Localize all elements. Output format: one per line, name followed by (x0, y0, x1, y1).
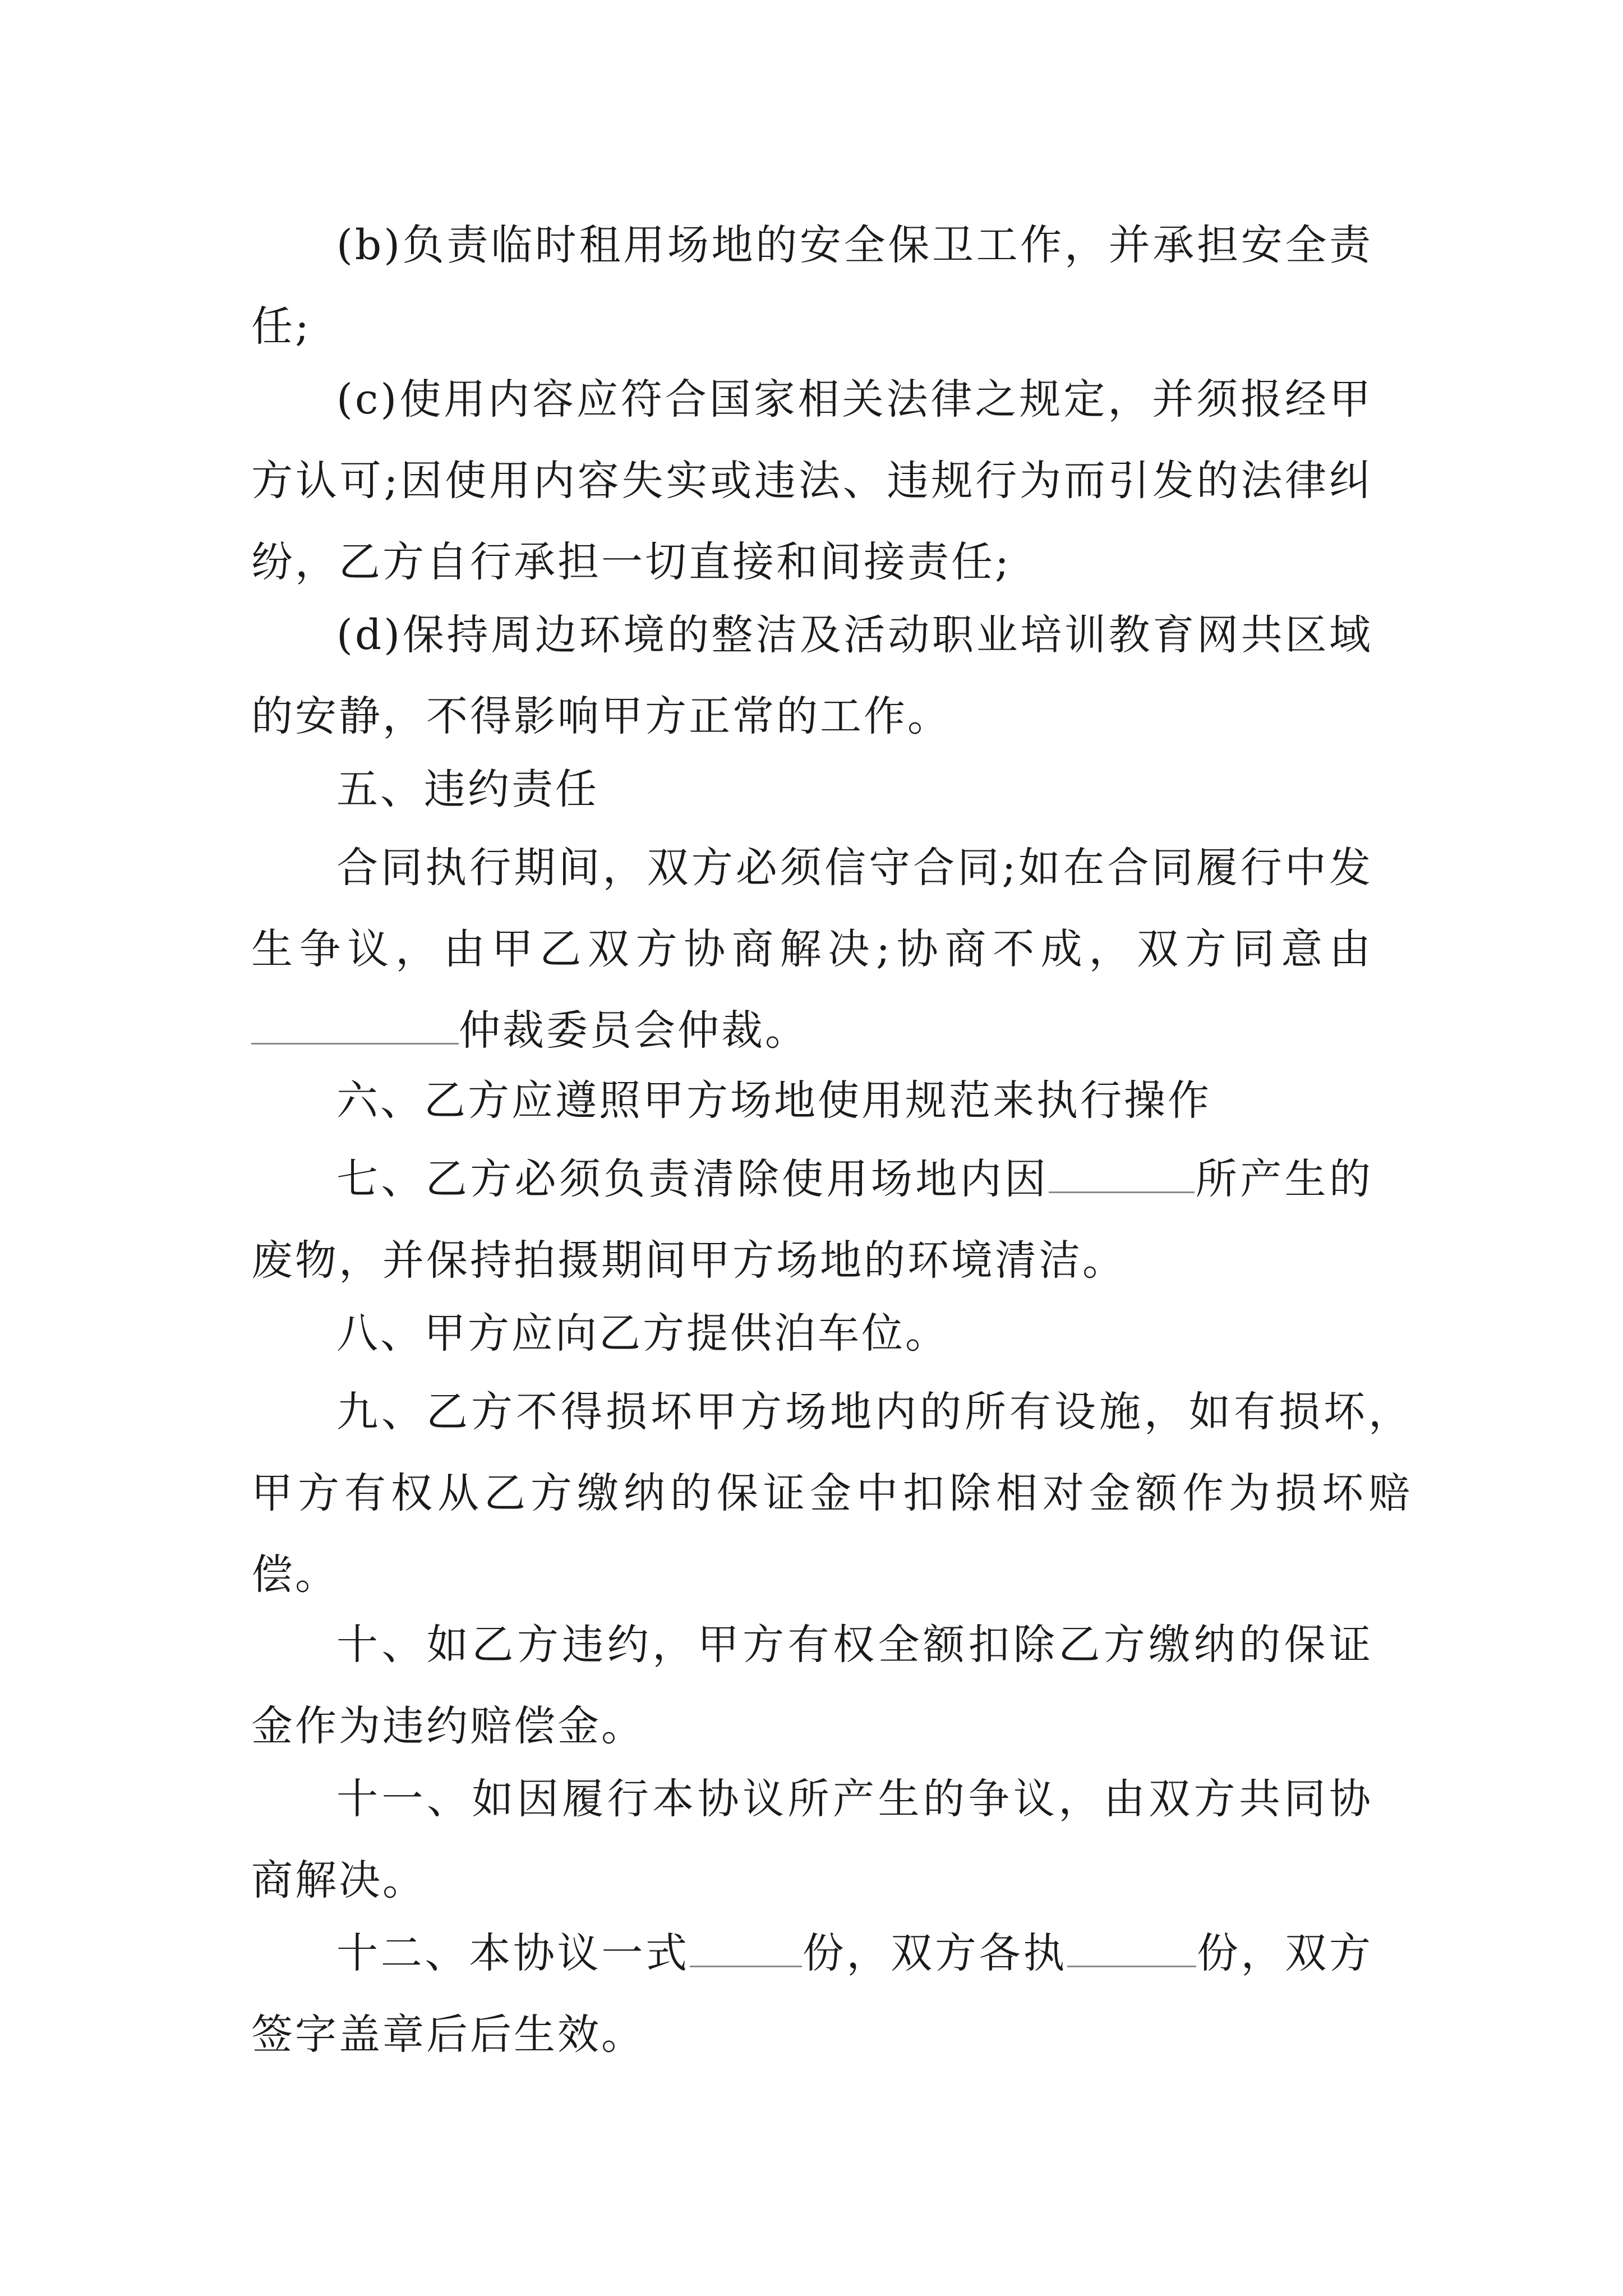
section-5-body-before: 合同执行期间，双方必须信守合同;如在合同履行中发生争议，由甲乙双方协商解决;协商不成，双方同意由 (251, 844, 1373, 973)
clause-d-text: (d)保持周边环境的整洁及活动职业培训教育网共区域的安静，不得影响甲方正常的工作。 (251, 611, 1373, 740)
section-11-text: 十一、如因履行本协议所产生的争议，由双方共同协商解决。 (251, 1775, 1373, 1904)
section-7-after: 所产生的废物，并保持拍摄期间甲方场地的环境清洁。 (251, 1155, 1373, 1285)
section-12-paragraph (251, 1913, 1373, 2076)
section-9-paragraph (251, 1372, 1412, 1616)
copies-each-blank[interactable] (1067, 1925, 1196, 1967)
clause-d-paragraph (251, 595, 1373, 757)
section-8-text: 八、甲方应向乙方提供泊车位。 (336, 1309, 949, 1358)
arbitration-blank[interactable] (251, 1002, 459, 1045)
section-9-text: 九、乙方不得损坏甲方场地内的所有设施，如有损坏，甲方有权从乙方缴纳的保证金中扣除相对金额作为损坏赔偿。 (251, 1388, 1412, 1599)
section-6-paragraph (251, 1060, 1373, 1142)
clause-c-text: (c)使用内容应符合国家相关法律之规定，并须报经甲方认可;因使用内容失实或违法、违规行为而引发的法律纠纷，乙方自行承担一切直接和间接责任; (251, 375, 1373, 586)
section-8-paragraph (251, 1293, 1373, 1374)
copies-total-blank[interactable] (690, 1925, 802, 1967)
section-12-after: 份，双方签字盖章后后生效。 (251, 1929, 1373, 2059)
waste-cause-blank[interactable] (1049, 1151, 1195, 1193)
section-12-middle: 份，双方各执 (801, 1929, 1068, 1977)
clause-c-paragraph (251, 359, 1373, 603)
section-6-text: 六、乙方应遵照甲方场地使用规范来执行操作 (336, 1076, 1211, 1125)
section-5-heading-text: 五、违约责任 (336, 765, 599, 813)
section-12-before: 十二、本协议一式 (336, 1929, 690, 1977)
section-7-paragraph (251, 1139, 1373, 1301)
section-10-text: 十、如乙方违约，甲方有权全额扣除乙方缴纳的保证金作为违约赔偿金。 (251, 1621, 1373, 1750)
section-10-paragraph (251, 1604, 1373, 1767)
section-7-before: 七、乙方必须负责清除使用场地内因 (336, 1155, 1049, 1203)
clause-b-paragraph (251, 205, 1373, 367)
section-11-paragraph (251, 1759, 1373, 1921)
section-5-body (251, 827, 1373, 1071)
section-5-body-after: 仲裁委员会仲裁。 (459, 1006, 809, 1055)
clause-b-text: (b)负责临时租用场地的安全保卫工作，并承担安全责任; (251, 221, 1373, 351)
section-5-heading (251, 749, 1373, 830)
